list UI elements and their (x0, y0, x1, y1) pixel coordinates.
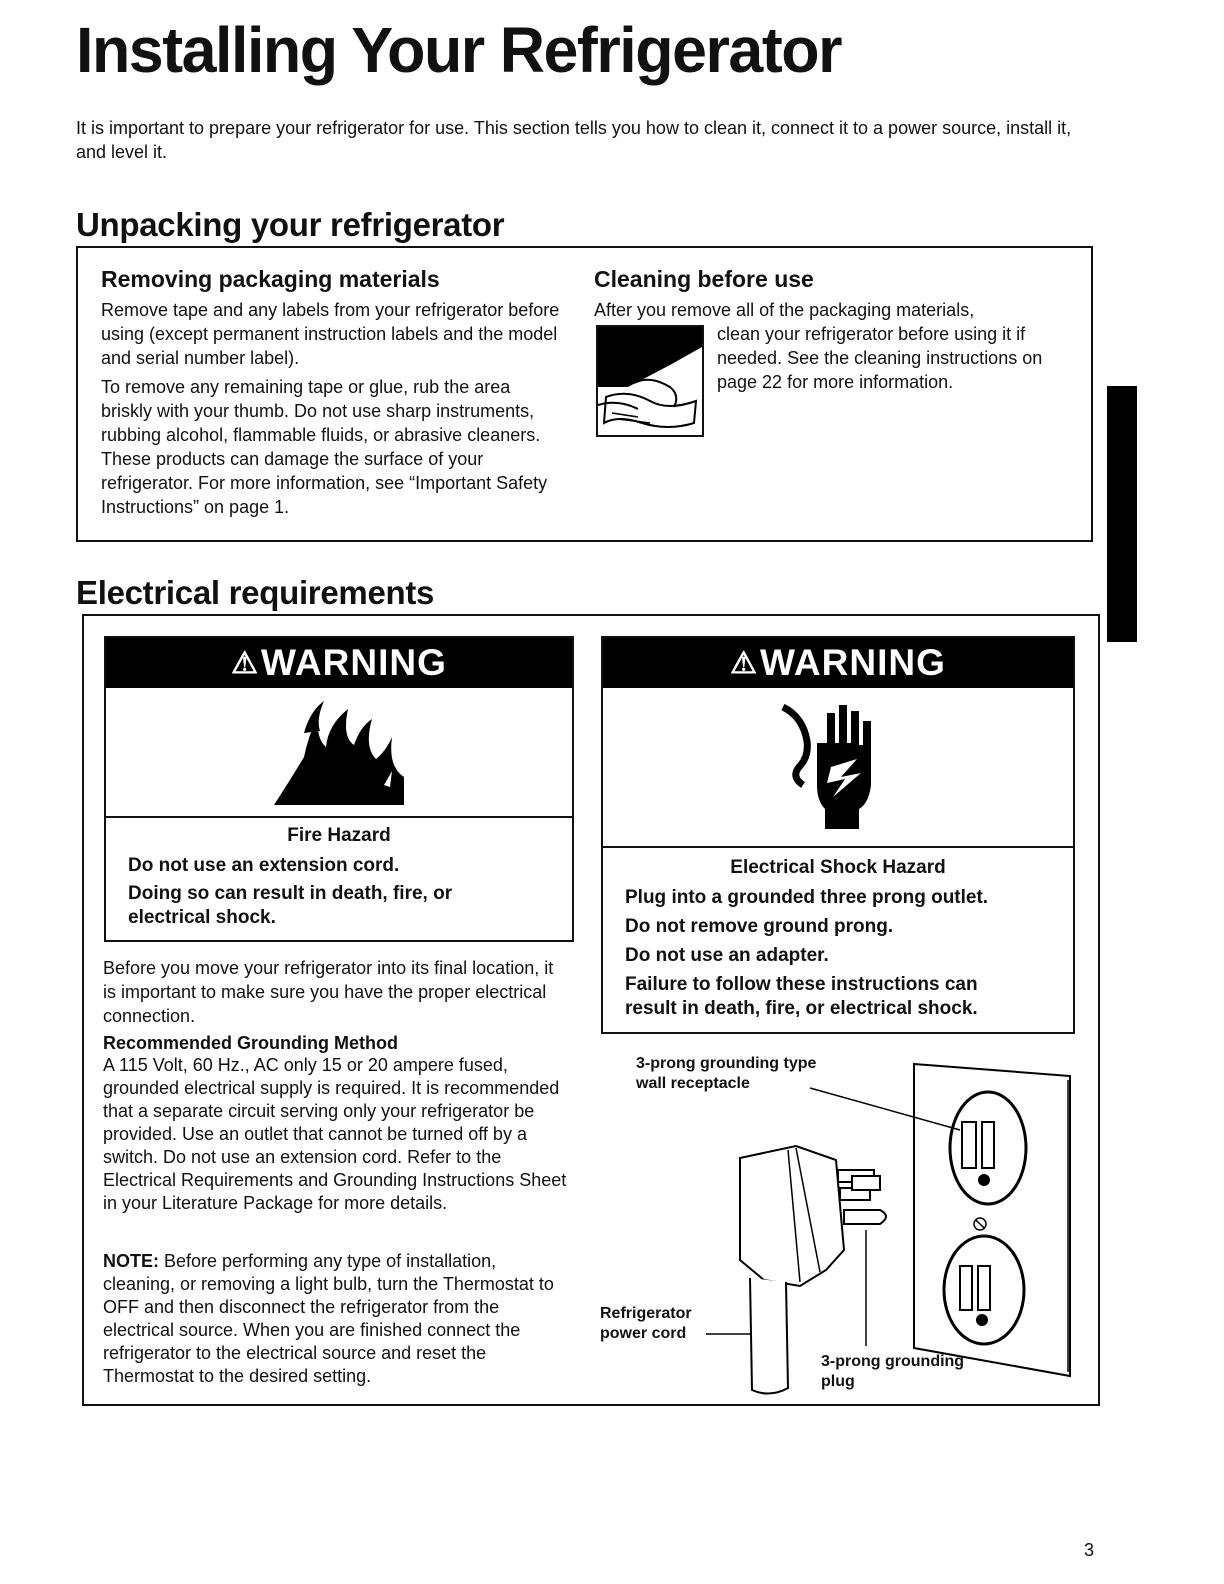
fire-warning-line-1: Do not use an extension cord. (128, 855, 400, 876)
grounding-method-heading: Recommended Grounding Method (103, 1033, 398, 1053)
fire-hazard-title: Fire Hazard (287, 825, 391, 846)
fire-warning-line-2: Doing so can result in death, fire, or electrical shock. (128, 883, 453, 928)
page-title: Installing Your Refrigerator (76, 14, 842, 86)
removing-paragraph-2: To remove any remaining tape or glue, rub the area briskly with your thumb. Do not use sharp instruments, rubbing alcohol, flammable fluids, or abrasive cleaners. These products can damage the surface of your refrigerator. For more information, see “Important Safety Instructions” on page 1. (101, 377, 548, 517)
note-paragraph (103, 1250, 559, 1388)
shock-warning-line-1: Plug into a grounded three prong outlet. (625, 887, 989, 908)
cleaning-line-1: After you remove all of the packaging materials, (594, 300, 975, 320)
power-cord-label: Refrigerator power cord (600, 1305, 692, 1342)
fire-warning-box (104, 636, 574, 942)
intro-paragraph: It is important to prepare your refrigerator for use. This section tells you how to clean it, connect it to a power source, install it, and level it. (76, 118, 1072, 162)
note-label: NOTE: (103, 1251, 159, 1271)
fire-warning-header (106, 638, 572, 688)
electrical-heading: Electrical requirements (76, 574, 435, 611)
fire-warning-label: WARNING (261, 642, 447, 683)
shock-warning-label: WARNING (760, 642, 946, 683)
unpacking-heading: Unpacking your refrigerator (76, 206, 505, 243)
section-tab-marker (1107, 386, 1137, 642)
shock-warning-line-3: Do not use an adapter. (625, 945, 829, 966)
receptacle-label: 3-prong grounding type wall receptacle (636, 1055, 817, 1092)
warning-triangle-icon: ⚠ (730, 646, 759, 680)
before-move-paragraph: Before you move your refrigerator into its final location, it is important to make sure you have the proper electrical connection. (103, 958, 554, 1026)
shock-warning-box (601, 636, 1075, 1034)
cleaning-wipe-icon (596, 325, 704, 437)
removing-heading: Removing packaging materials (101, 266, 440, 292)
grounding-plug-diagram (600, 1050, 1080, 1400)
electrical-shock-icon (773, 697, 903, 837)
cleaning-paragraph: clean your refrigerator before using it if needed. See the cleaning instructions on page 22 for more information. (717, 324, 1043, 392)
shock-warning-header (603, 638, 1073, 688)
grounding-method-paragraph: A 115 Volt, 60 Hz., AC only 15 or 20 ampere fused, grounded electrical supply is required. It is recommended that a separate circuit serving only your refrigerator be provided. Use an outlet that cannot be turned off by a switch. Do not use an extension cord. Refer to the Electrical Requirements and Grounding Instructions Sheet in your Literature Package for more details. (103, 1055, 567, 1213)
cleaning-heading: Cleaning before use (594, 266, 814, 292)
warning-triangle-icon: ⚠ (231, 646, 260, 680)
shock-warning-line-2: Do not remove ground prong. (625, 916, 894, 937)
page-number: 3 (1084, 1540, 1095, 1560)
removing-paragraph-1: Remove tape and any labels from your refrigerator before using (except permanent instruction labels and the model and serial number label). (101, 300, 560, 368)
fire-hazard-icon (264, 697, 414, 807)
shock-hazard-title: Electrical Shock Hazard (730, 857, 946, 878)
note-text: Before performing any type of installation, cleaning, or removing a light bulb, turn the Thermostat to OFF and then disconnect the refrigerator from the electrical source. When you are finished connect the refrigerator to the electrical source and reset the Thermostat to the desired setting. (103, 1251, 554, 1386)
shock-icon-area (603, 688, 1073, 848)
fire-icon-area (106, 688, 572, 818)
shock-warning-line-4: Failure to follow these instructions can result in death, fire, or electrical shock. (625, 974, 978, 1019)
grounding-plug-label: 3-prong grounding plug (821, 1353, 965, 1390)
